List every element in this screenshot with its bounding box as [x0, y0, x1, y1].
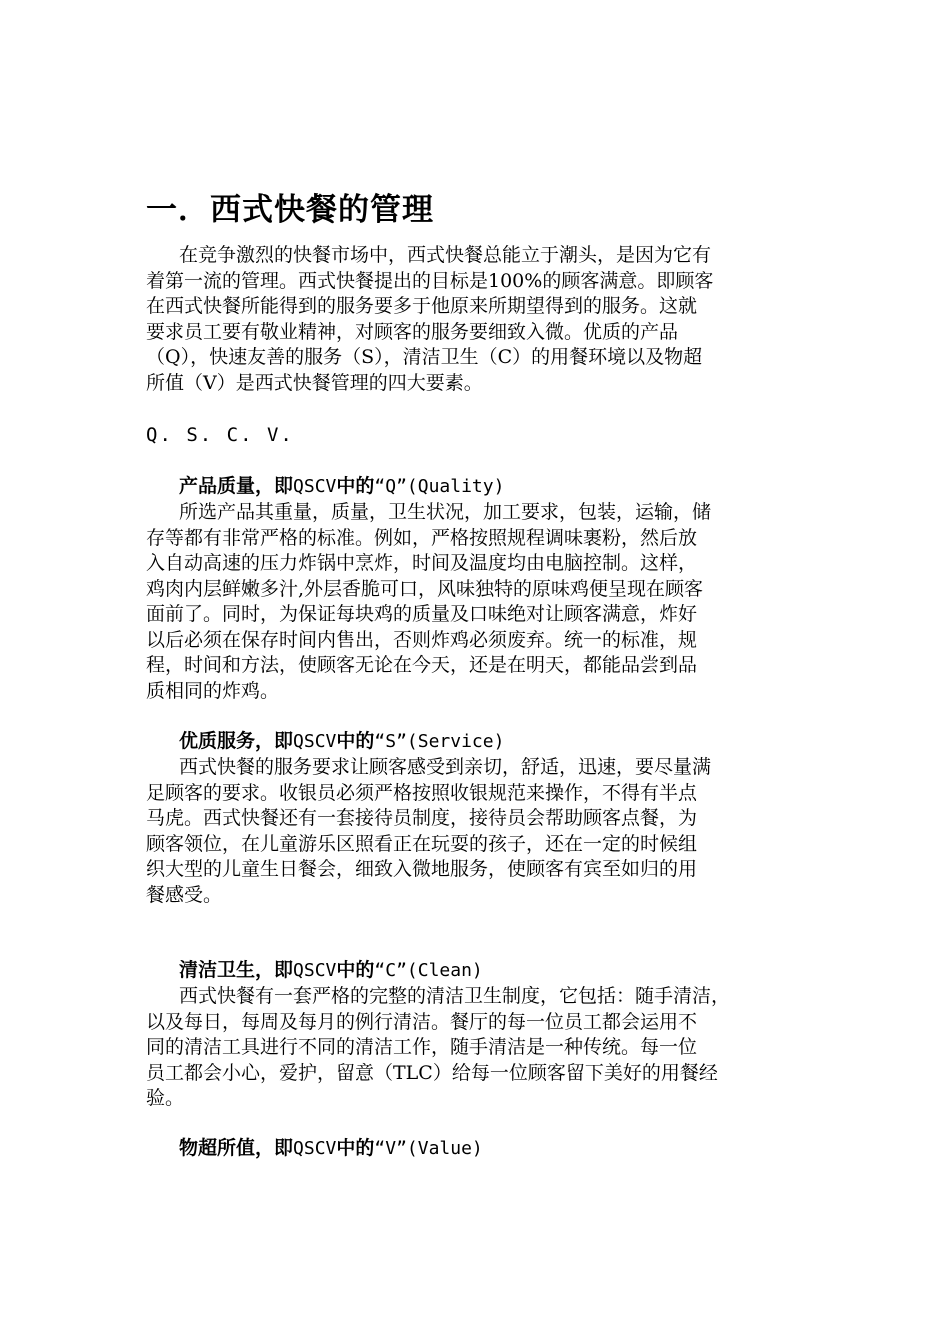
heading-acronym: QSCV: [293, 731, 337, 752]
heading-text: 中的: [336, 730, 375, 752]
heading-text: 产品质量，即: [179, 475, 294, 497]
section-paragraph-quality: [146, 500, 814, 704]
body-line: 西式快餐的服务要求让顾客感受到亲切，舒适，迅速，要尽量满: [179, 756, 712, 778]
body-line: 质相同的炸鸡。: [146, 679, 280, 702]
section-heading-value: [179, 1136, 483, 1162]
body-line: 以及每日，每周及每月的例行清洁。餐厅的每一位员工都会运用不: [146, 1010, 698, 1033]
intro-line: 要求员工要有敬业精神，对顾客的服务要细致入微。优质的产品: [146, 320, 679, 343]
body-line: 餐感受。: [146, 883, 223, 906]
intro-line: （Q），快速友善的服务（S），清洁卫生（C）的用餐环境以及物超: [146, 346, 703, 368]
heading-english: “C”(Clean): [374, 960, 483, 981]
body-line: 同的清洁工具进行不同的清洁工作，随手清洁是一种传统。每一位: [146, 1036, 698, 1058]
body-line: 足顾客的要求。收银员必须严格按照收银规范来操作，不得有半点: [146, 781, 698, 804]
body-line: 验。: [146, 1087, 185, 1109]
heading-text: 物超所值，即: [179, 1137, 294, 1159]
intro-line: 在竞争激烈的快餐市场中，西式快餐总能立于潮头，是因为它有: [179, 244, 712, 266]
body-line: 以后必须在保存时间内售出，否则炸鸡必须废弃。统一的标准，规: [146, 628, 698, 651]
heading-english: “Q”(Quality): [374, 476, 505, 497]
section-heading-quality: [179, 474, 504, 500]
page-title: 一．西式快餐的管理: [146, 192, 434, 228]
heading-text: 中的: [336, 475, 375, 497]
heading-text: 中的: [336, 1137, 375, 1159]
section-paragraph-clean: [146, 984, 814, 1112]
body-line: 员工都会小心，爱护，留意（TLC）给每一位顾客留下美好的用餐经: [146, 1061, 718, 1084]
section-paragraph-service: [146, 755, 814, 908]
heading-acronym: QSCV: [293, 476, 337, 497]
section-heading-service: [179, 729, 504, 755]
body-line: 西式快餐有一套严格的完整的清洁卫生制度，它包括：随手清洁，: [179, 985, 731, 1007]
heading-text: 中的: [336, 959, 375, 981]
body-line: 存等都有非常严格的标准。例如，严格按照规程调味裹粉，然后放: [146, 526, 698, 549]
intro-line: 着第一流的管理。西式快餐提出的目标是100%的顾客满意。即顾客: [146, 269, 714, 292]
heading-english: “S”(Service): [374, 731, 505, 752]
body-line: 入自动高速的压力炸锅中烹炸，时间及温度均由电脑控制。这样，: [146, 552, 698, 574]
intro-line: 在西式快餐所能得到的服务要多于他原来所期望得到的服务。这就: [146, 295, 698, 317]
heading-text: 优质服务，即: [179, 730, 294, 752]
body-line: 马虎。西式快餐还有一套接待员制度，接待员会帮助顾客点餐，为: [146, 807, 698, 829]
body-line: 程，时间和方法，使顾客无论在今天，还是在明天，都能品尝到品: [146, 654, 698, 676]
heading-acronym: QSCV: [293, 1138, 337, 1159]
intro-paragraph: [146, 243, 814, 396]
body-line: 织大型的儿童生日餐会，细致入微地服务，使顾客有宾至如归的用: [146, 858, 698, 880]
body-line: 面前了。同时，为保证每块鸡的质量及口味绝对让顾客满意，炸好: [146, 603, 698, 625]
body-line: 顾客领位，在儿童游乐区照看正在玩耍的孩子，还在一定的时候组: [146, 832, 698, 855]
heading-english: “V”(Value): [374, 1138, 483, 1159]
intro-line: 所值（V）是西式快餐管理的四大要素。: [146, 371, 483, 394]
section-heading-clean: [179, 958, 483, 984]
body-line: 所选产品其重量，质量，卫生状况，加工要求，包装，运输，储: [179, 501, 712, 523]
heading-text: 清洁卫生，即: [179, 959, 294, 981]
heading-acronym: QSCV: [293, 960, 337, 981]
body-line: 鸡肉内层鲜嫩多汁,外层香脆可口，风味独特的原味鸡便呈现在顾客: [146, 577, 704, 600]
qscv-label: Q. S. C. V.: [146, 424, 294, 446]
